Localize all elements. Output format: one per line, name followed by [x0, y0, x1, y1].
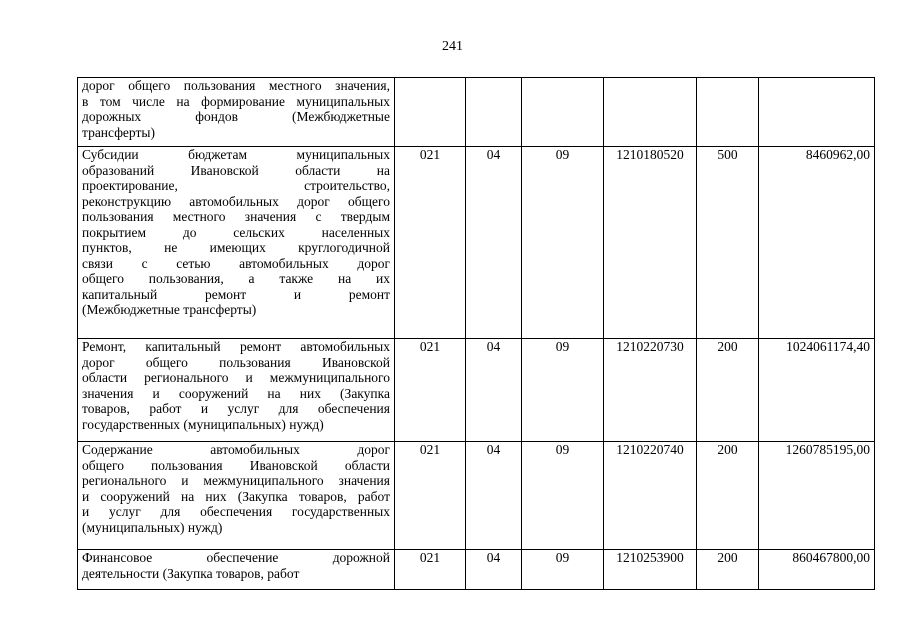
- description-line: связи с сетью автомобильных дорог: [82, 255, 390, 271]
- expense-type-cell: 200: [697, 339, 759, 442]
- expense-description: [78, 78, 395, 147]
- description-line: пунктов, не имеющих круглогодичной: [82, 240, 390, 255]
- table-row: [78, 550, 875, 590]
- description-line: (Межбюджетные трансферты): [82, 302, 257, 317]
- description-line: общего пользования Ивановской области: [82, 457, 390, 473]
- section-code-cell: 04: [466, 147, 522, 339]
- table-row: [78, 442, 875, 550]
- target-article-cell: 1210220730: [604, 339, 697, 442]
- subsection-code-cell: 09: [522, 339, 604, 442]
- description-line: Содержание автомобильных дорог: [82, 442, 390, 457]
- subsection-code-cell: 09: [522, 442, 604, 550]
- page-number: 241: [442, 39, 463, 54]
- description-line: значения и сооружений на них (Закупка: [82, 385, 390, 401]
- description-line: проектирование, строительство,: [82, 178, 390, 193]
- description-line: капитальный ремонт и ремонт: [82, 286, 390, 302]
- description-line: дорог общего пользования местного значения,: [82, 78, 390, 93]
- amount-cell: 1260785195,00: [759, 442, 875, 550]
- description-line: государственных (муниципальных) нужд): [82, 416, 324, 432]
- expense-type-cell: 200: [697, 442, 759, 550]
- ministry-code-cell: 021: [395, 339, 466, 442]
- ministry-code-cell: 021: [395, 147, 466, 339]
- section-code-cell: 04: [466, 442, 522, 550]
- description-line: реконструкцию автомобильных дорог общего: [82, 193, 390, 209]
- description-line: трансферты): [82, 124, 155, 140]
- table-row: [78, 78, 875, 147]
- section-code-cell: 04: [466, 550, 522, 590]
- subsection-code-cell: 09: [522, 550, 604, 590]
- subsection-code-cell: [522, 78, 604, 147]
- expense-type-cell: [697, 78, 759, 147]
- description-line: образований Ивановской области на: [82, 162, 390, 178]
- description-line: области регионального и межмуниципального: [82, 370, 390, 385]
- expense-type-cell: 200: [697, 550, 759, 590]
- description-line: Финансовое обеспечение дорожной: [82, 550, 390, 565]
- description-line: регионального и межмуниципального значения: [82, 473, 390, 488]
- amount-cell: [759, 78, 875, 147]
- description-line: дорожных фондов (Межбюджетные: [82, 109, 390, 124]
- target-article-cell: 1210220740: [604, 442, 697, 550]
- description-line: и услуг для обеспечения государственных: [82, 504, 390, 519]
- target-article-cell: 1210253900: [604, 550, 697, 590]
- description-line: Ремонт, капитальный ремонт автомобильных: [82, 339, 390, 354]
- expense-type-cell: 500: [697, 147, 759, 339]
- subsection-code-cell: 09: [522, 147, 604, 339]
- description-line: Субсидии бюджетам муниципальных: [82, 147, 390, 162]
- target-article-cell: 1210180520: [604, 147, 697, 339]
- amount-cell: 860467800,00: [759, 550, 875, 590]
- description-line: (муниципальных) нужд): [82, 519, 223, 535]
- description-line: деятельности (Закупка товаров, работ: [82, 565, 300, 581]
- ministry-code-cell: 021: [395, 550, 466, 590]
- amount-cell: 8460962,00: [759, 147, 875, 339]
- target-article-cell: [604, 78, 697, 147]
- expense-description: [78, 550, 395, 590]
- expense-description: [78, 339, 395, 442]
- description-line: пользования местного значения с твердым: [82, 209, 390, 224]
- section-code-cell: [466, 78, 522, 147]
- description-line: и сооружений на них (Закупка товаров, работ: [82, 488, 390, 504]
- ministry-code-cell: [395, 78, 466, 147]
- expense-description: [78, 147, 395, 339]
- section-code-cell: 04: [466, 339, 522, 442]
- description-line: товаров, работ и услуг для обеспечения: [82, 401, 390, 416]
- expense-description: [78, 442, 395, 550]
- description-line: в том числе на формирование муниципальных: [82, 93, 390, 109]
- ministry-code-cell: 021: [395, 442, 466, 550]
- table-row: [78, 339, 875, 442]
- amount-cell: 1024061174,40: [759, 339, 875, 442]
- description-line: дорог общего пользования Ивановской: [82, 354, 390, 370]
- budget-table: [77, 77, 875, 590]
- description-line: общего пользования, а также на их: [82, 271, 390, 286]
- description-line: покрытием до сельских населенных: [82, 224, 390, 240]
- table-row: [78, 147, 875, 339]
